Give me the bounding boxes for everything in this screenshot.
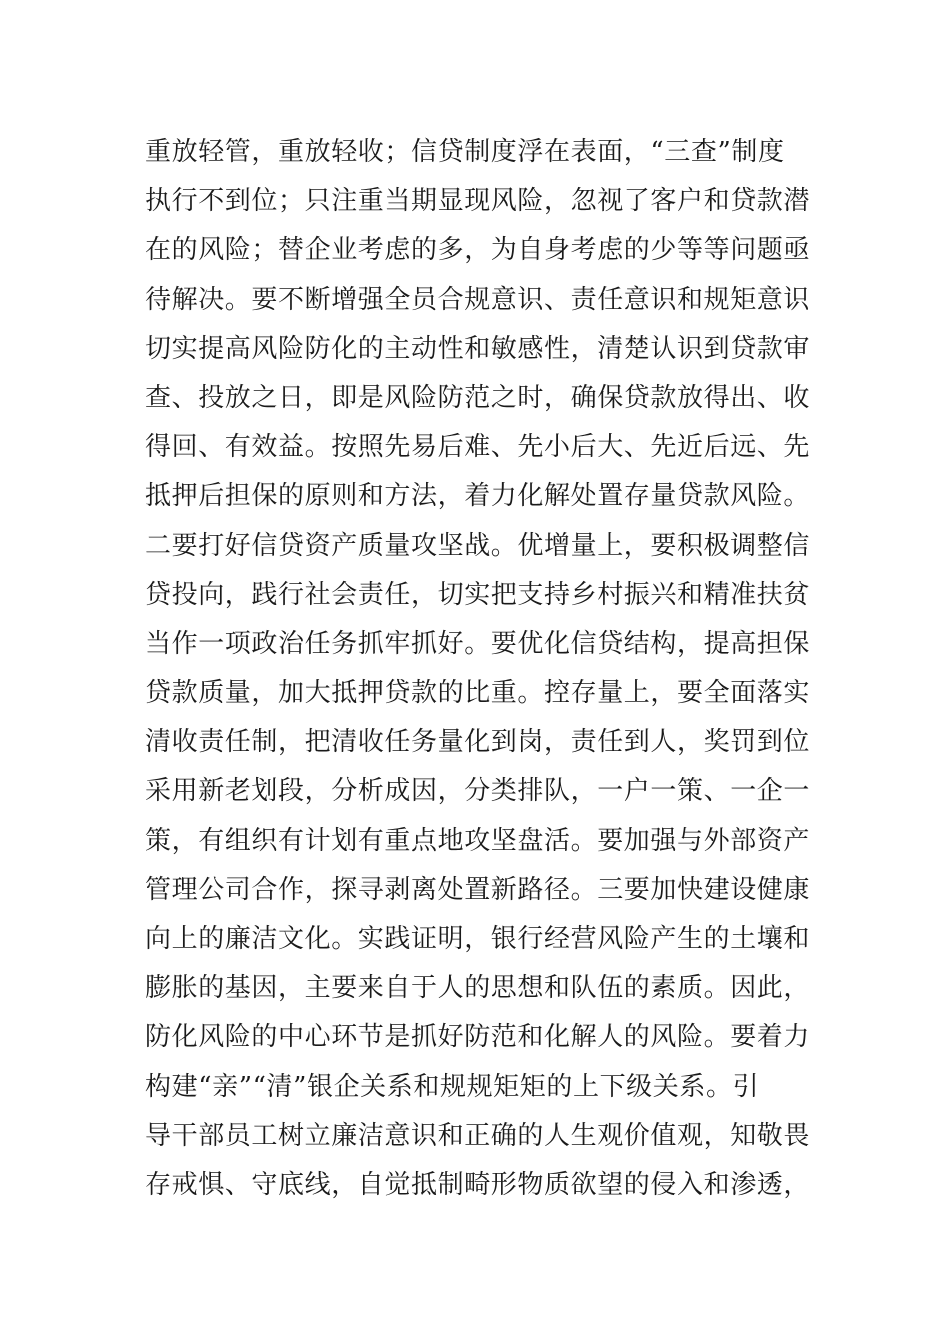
text-line: 二要打好信贷资产质量攻坚战。优增量上，要积极调整信 — [145, 530, 811, 561]
text-line: 当作一项政治任务抓牢抓好。要优化信贷结构，提高担保 — [145, 628, 811, 659]
text-line: 管理公司合作，探寻剥离处置新路径。三要加快建设健康 — [145, 874, 811, 905]
text-line: 构建“亲”“清”银企关系和规规矩矩的上下级关系。引 — [145, 1071, 760, 1102]
text-line: 膨胀的基因，主要来自于人的思想和队伍的素质。因此， — [145, 973, 811, 1004]
text-line: 向上的廉洁文化。实践证明，银行经营风险产生的土壤和 — [145, 924, 811, 954]
text-line: 执行不到位；只注重当期显现风险，忽视了客户和贷款潜 — [145, 186, 811, 217]
text-line: 查、投放之日，即是风险防范之时，确保贷款放得出、收 — [145, 382, 811, 413]
text-line: 贷款质量，加大抵押贷款的比重。控存量上，要全面落实 — [145, 678, 811, 709]
text-line: 切实提高风险防化的主动性和敏感性，清楚认识到贷款审 — [145, 333, 811, 364]
text-line: 抵押后担保的原则和方法，着力化解处置存量贷款风险。 — [145, 481, 811, 512]
text-line: 导干部员工树立廉洁意识和正确的人生观价值观，知敬畏 — [145, 1120, 811, 1151]
text-line: 防化风险的中心环节是抓好防范和化解人的风险。要着力 — [145, 1022, 811, 1053]
text-line: 待解决。要不断增强全员合规意识、责任意识和规矩意识 — [145, 284, 811, 315]
text-line: 策，有组织有计划有重点地攻坚盘活。要加强与外部资产 — [145, 825, 811, 856]
text-line: 贷投向，践行社会责任，切实把支持乡村振兴和精准扶贫 — [145, 579, 811, 610]
body-text — [145, 128, 810, 1210]
text-line: 得回、有效益。按照先易后难、先小后大、先近后远、先 — [145, 432, 811, 463]
text-line: 采用新老划段，分析成因，分类排队，一户一策、一企一 — [145, 776, 811, 807]
text-line: 清收责任制，把清收任务量化到岗，责任到人，奖罚到位 — [145, 727, 811, 758]
text-line: 重放轻管，重放轻收；信贷制度浮在表面，“三查”制度 — [145, 137, 785, 167]
text-line: 在的风险；替企业考虑的多，为自身考虑的少等等问题亟 — [145, 235, 811, 266]
text-line: 存戒惧、守底线，自觉抵制畸形物质欲望的侵入和渗透， — [145, 1169, 811, 1200]
